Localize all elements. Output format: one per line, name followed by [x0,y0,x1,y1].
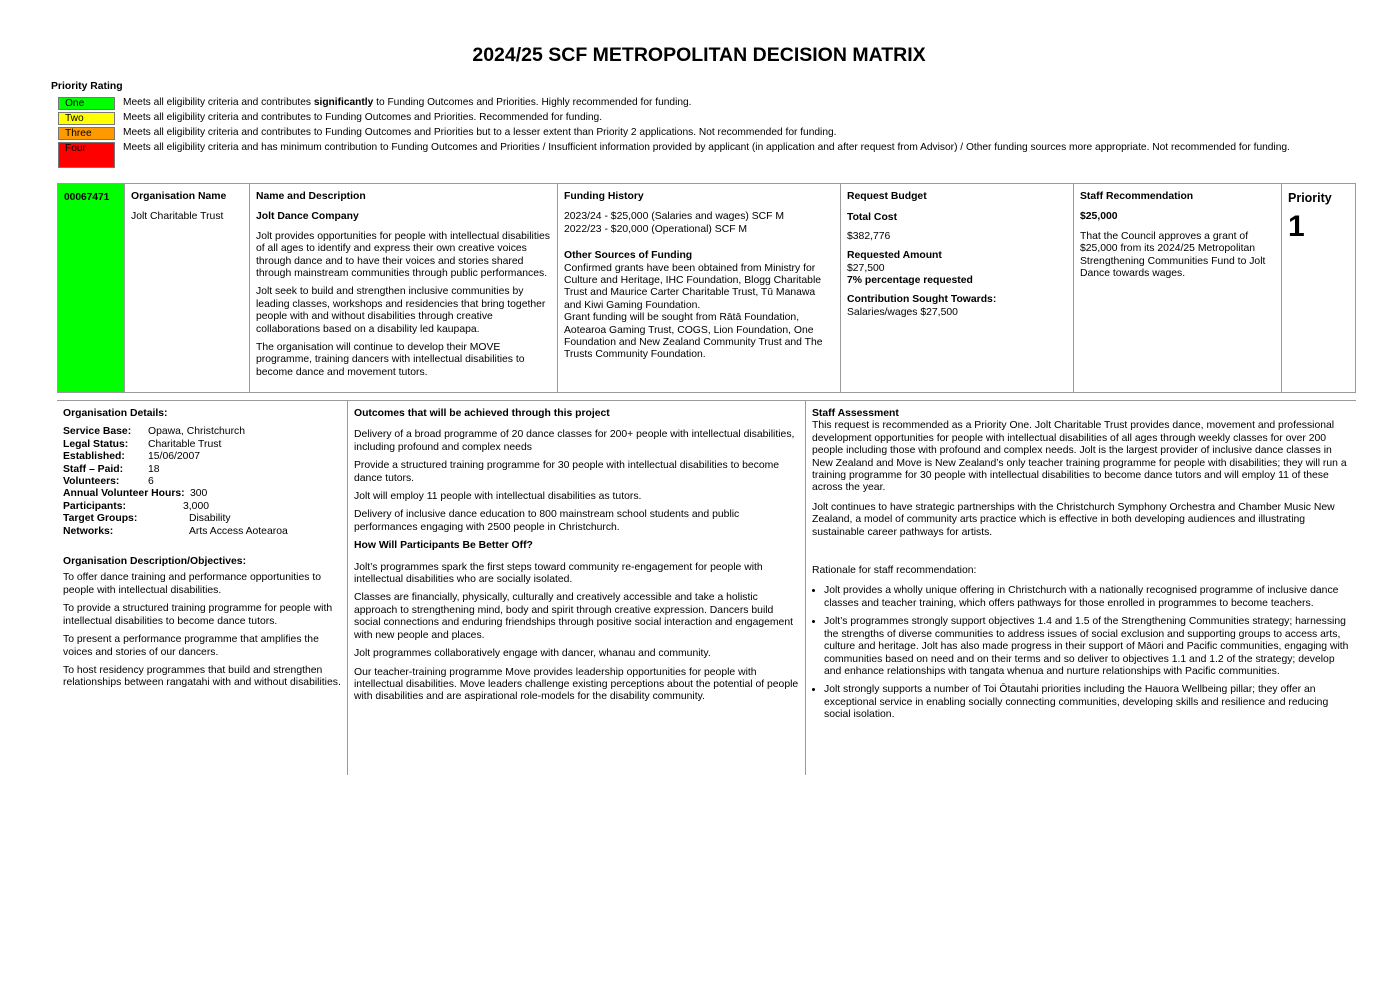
detail-value: 15/06/2007 [148,451,201,463]
outcomes-section [348,401,806,775]
organisation-column [125,184,250,392]
other-funding-text: Confirmed grants have been obtained from Ministry for Culture and Heritage, IHC Foundation, Blogg Charitable Trust and Maurice Carter Charitable Trust, Tū Manawa and Kiwi Gaming Foundation. [564,262,822,311]
objective-item: To host residency programmes that build and strengthen relationships between rangatahi with and without disabilities. [63,664,341,689]
organisation-name: Jolt Charitable Trust [131,211,224,223]
priority-desc-three: Meets all eligibility criteria and contributes to Funding Outcomes and Priorities but to a lesser extent than Priority 2 applications. Not recommended for funding. [123,127,837,138]
detail-row [63,526,341,538]
detail-value: 18 [148,463,160,475]
requested-amount-value: $27,500 [847,262,885,274]
priority-row-one [58,97,1308,112]
priority-row-four [58,142,1308,168]
detail-value: 6 [148,476,154,488]
detail-value: Arts Access Aotearoa [189,525,288,537]
priority-rating-legend [58,97,1308,168]
project-name: Jolt Dance Company [256,211,359,223]
priority-value: 1 [1288,210,1305,244]
detail-label: Volunteers: [63,476,120,488]
rationale-item: • Jolt’s programmes strongly support objectives 1.4 and 1.5 of the Strengthening Communities strategy; harnessing the strengths of diverse communities to address issues of social exclusion and supporting groups to access arts, culture and heritage. Jolt has also made progress in their support of Māori and Pacific communities, engaging with communities based on need and on their terms and so deliver to objectives 1.1 and 1.2 of the strategy; develop and enhance relationships with tangata whenua and nurture relationships with Pacific communities. [824,616,1350,678]
other-funding-heading: Other Sources of Funding [564,250,693,262]
organisation-details-heading: Organisation Details: [63,408,168,419]
staff-recommendation-header: Staff Recommendation [1080,191,1194,202]
staff-recommendation-column [1074,184,1282,392]
recommendation-text: That the Council approves a grant of $25,000 from its 2024/25 Metropolitan Strengthening Communities Fund to Jolt Dance towards wages. [1080,230,1266,280]
priority-header: Priority [1288,191,1332,205]
detail-row [63,488,341,500]
request-budget-header: Request Budget [847,191,927,202]
assessment-paragraph: Jolt continues to have strategic partnerships with the Christchurch Symphony Orchestra and Chamber Music New Zealand, a model of community arts practice which is effective in both developing audiences and illustrating sustainable career pathways for artists. [812,501,1335,538]
request-budget-column [841,184,1074,392]
rationale-heading: Rationale for staff recommendation: [812,565,977,577]
detail-row [63,426,341,438]
detail-row [63,513,341,525]
page-title: 2024/25 SCF METROPOLITAN DECISION MATRIX [472,44,926,66]
better-off-item: Jolt programmes collaboratively engage with dancer, whanau and community. [354,648,711,660]
rationale-item: • Jolt provides a wholly unique offering in Christchurch with a nationally recognised programme of inclusive dance classes and teacher training, which offers pathways for those enrolled in programmes to become teachers. [824,585,1350,610]
outcome-item: Delivery of inclusive dance education to 800 mainstream school students and public performances engaging with 2500 people in Christchurch. [354,509,740,533]
name-description-column [250,184,558,392]
description-paragraph: Jolt provides opportunities for people with intellectual disabilities of all ages to identify and express their own creative voices through dance and to have their voices and stories shared through mainstream communities through public performances. [256,230,550,280]
priority-column [1282,184,1355,392]
priority-swatch-four: Four [58,142,115,168]
objective-item: To present a performance programme that amplifies the voices and stories of our dancers. [63,634,319,658]
priority-swatch-two: Two [58,112,115,125]
better-off-item: Our teacher-training programme Move provides leadership opportunities for people with intellectual disabilities. Move leaders challenge existing perceptions about the potential of people with disabilities and are aspirational role-models for the disability community. [354,666,799,703]
detail-value: Disability [189,513,231,525]
detail-row [63,439,341,451]
detail-row [63,476,341,488]
detail-value: Opawa, Christchurch [148,426,246,438]
staff-assessment-heading: Staff Assessment [812,408,899,419]
priority-swatch-three: Three [58,127,115,140]
detail-label: Target Groups: [63,513,138,525]
description-paragraph: Jolt seek to build and strengthen inclusive communities by leading classes, workshops and residencies that bring together people with and without disabilities through creative collaborations based on a disability led kaupapa. [256,286,546,335]
detail-label: Participants: [63,500,126,512]
decision-matrix-row [57,183,1356,393]
contribution-value: Salaries/wages $27,500 [847,306,958,318]
assessment-paragraph: This request is recommended as a Priority One. Jolt Charitable Trust provides dance, movement and professional development opportunities for people with intellectual disabilities of all ages through weekly classes for over 200 people including those with profound and complex needs. Jolt is the largest provider of inclusive dance classes in New Zealand and Move is New Zealand’s only teacher training programme for people with disabilities; they will run a training programme for 30 people with intellectual disabilities to become dance tutors and will employ 11 of these across the year. [812,420,1347,494]
other-funding-text: Grant funding will be sought from Rātā Foundation, Aotearoa Gaming Trust, COGS, Lion Foundation, One Foundation and New Zealand Community Trust and The Trusts Community Foundation. [564,312,823,361]
detail-label: Staff – Paid: [63,463,124,475]
priority-row-three [58,127,1308,142]
priority-desc-four: Meets all eligibility criteria and has minimum contribution to Funding Outcomes and Priorities / Insufficient information provided by applicant (in application and after request from Advisor) / Other funding sources more appropriate. Not recommended for funding. [123,142,1290,153]
outcomes-heading: Outcomes that will be achieved through this project [354,408,610,419]
detail-label: Service Base: [63,426,132,438]
better-off-heading: How Will Participants Be Better Off? [354,540,533,552]
organisation-details-section [57,401,348,775]
outcome-item: Jolt will employ 11 people with intellectual disabilities as tutors. [354,491,642,503]
detail-label: Annual Volunteer Hours: [63,488,185,500]
better-off-item: Classes are financially, physically, culturally and creatively accessible and take a holistic approach to strengthening mind, body and spirit through creative expression. Dancers build social connections and enduring friendships through positive social interaction and engagement with new people and places. [354,592,793,641]
detail-value: 3,000 [183,500,210,512]
funding-line: 2022/23 - $20,000 (Operational) SCF M [564,223,748,235]
outcome-item: Delivery of a broad programme of 20 dance classes for 200+ people with intellectual disabilities, including profound and complex needs [354,429,795,453]
total-cost-value: $382,776 [847,230,891,242]
objectives-heading: Organisation Description/Objectives: [63,556,247,568]
recommended-amount: $25,000 [1080,211,1118,223]
better-off-item: Jolt’s programmes spark the first steps toward community re-engagement for people with intellectual disabilities who are socially isolated. [354,561,763,586]
staff-assessment-section [806,401,1356,728]
percentage-requested: 7% percentage requested [847,275,973,287]
priority-row-two [58,112,1308,127]
total-cost-label: Total Cost [847,212,898,224]
detail-label: Legal Status: [63,438,129,450]
funding-history-header: Funding History [564,191,644,202]
description-paragraph: The organisation will continue to develop their MOVE programme, training dancers with intellectual disabilities to become dance and movement tutors. [256,342,525,378]
detail-row [63,501,341,513]
priority-swatch-one: One [58,97,115,110]
detail-label: Networks: [63,525,114,537]
funding-line: 2023/24 - $25,000 (Salaries and wages) SCF M [564,211,785,223]
detail-value: 300 [190,488,208,500]
requested-amount-label: Requested Amount [847,250,942,262]
application-id: 00067471 [58,184,125,392]
rationale-item: • Jolt strongly supports a number of Toi Ōtautahi priorities including the Hauora Wellbeing pillar; they offer an exceptional service in enabling socially connecting communities, developing skills and resilience and reducing social isolation. [824,684,1350,721]
name-description-header: Name and Description [256,191,366,202]
detail-label: Established: [63,451,125,463]
detail-row [63,451,341,463]
objective-item: To provide a structured training programme for people with intellectual disabilities to become dance tutors. [63,603,333,627]
rationale-list [812,585,1350,721]
detail-row [63,464,341,476]
priority-desc-two: Meets all eligibility criteria and contributes to Funding Outcomes and Priorities. Recommended for funding. [123,112,603,123]
detail-value: Charitable Trust [148,438,222,450]
contribution-label: Contribution Sought Towards: [847,294,997,306]
priority-rating-heading: Priority Rating [51,81,123,92]
outcome-item: Provide a structured training programme for 30 people with intellectual disabilities to become dance tutors. [354,460,780,484]
objective-item: To offer dance training and performance opportunities to people with intellectual disabilities. [63,572,322,596]
funding-history-column [558,184,841,392]
organisation-header: Organisation Name [131,191,227,202]
priority-desc-one: Meets all eligibility criteria and contributes significantly to Funding Outcomes and Priorities. Highly recommended for funding. [123,97,692,108]
